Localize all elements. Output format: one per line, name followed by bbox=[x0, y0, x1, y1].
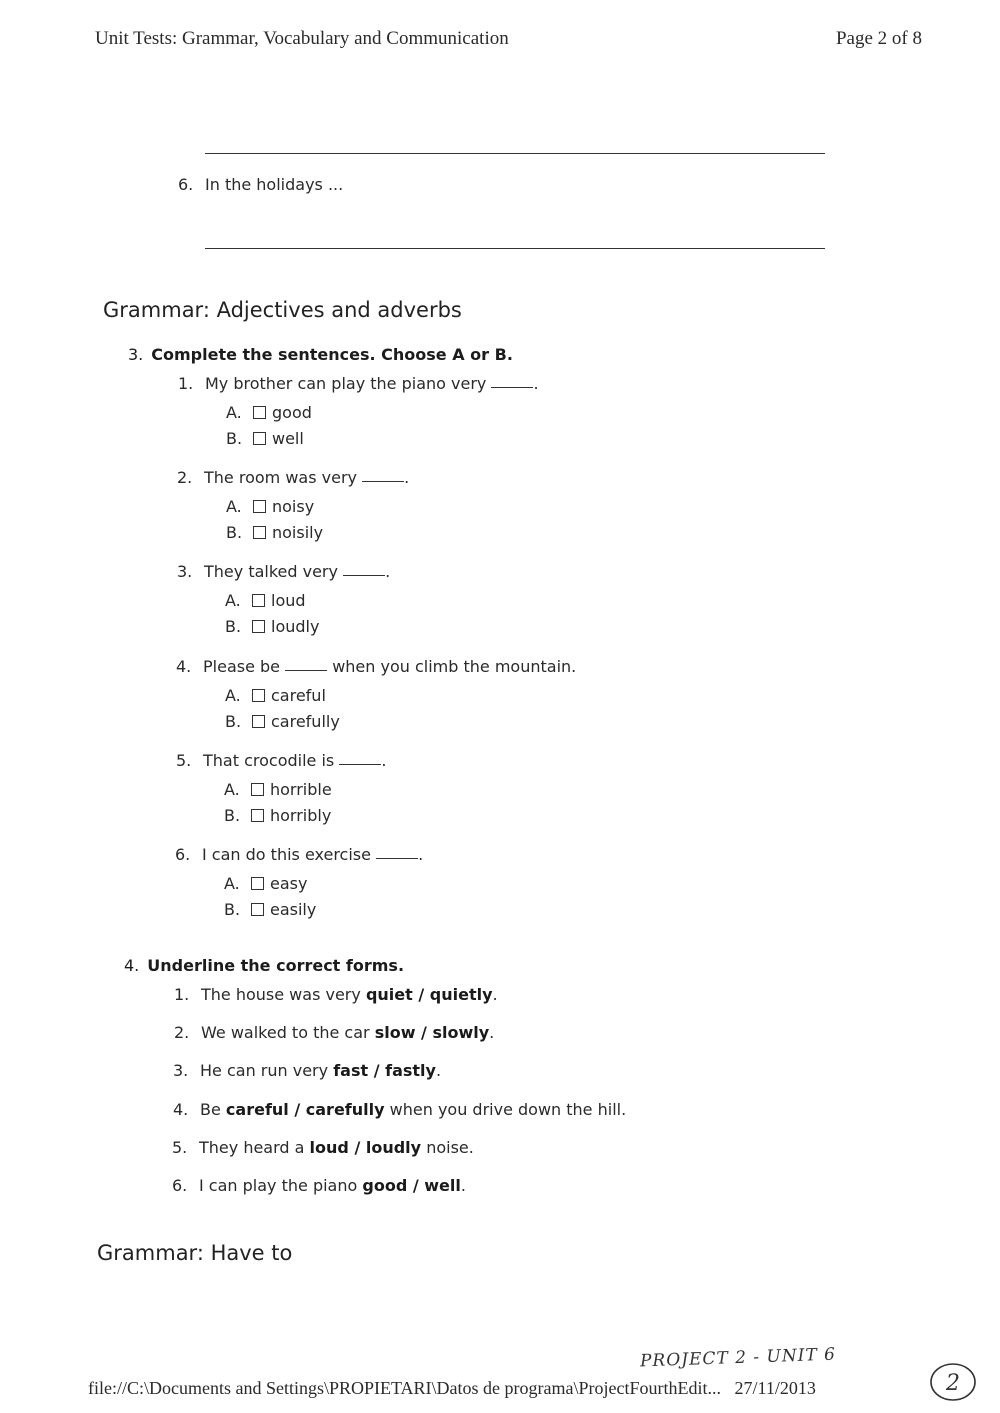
question-2 bbox=[177, 468, 409, 487]
question-text-before: Please be bbox=[203, 657, 281, 676]
checkbox[interactable] bbox=[252, 594, 265, 607]
item-text-after: when you drive down the hill. bbox=[389, 1100, 627, 1119]
option-b bbox=[226, 429, 304, 448]
option-letter: B. bbox=[225, 712, 242, 731]
checkbox[interactable] bbox=[251, 809, 264, 822]
question-text-before: I can do this exercise bbox=[202, 845, 371, 864]
option-text: easily bbox=[270, 900, 317, 919]
option-text: noisily bbox=[272, 523, 324, 542]
choice-pair[interactable]: good / well bbox=[362, 1176, 461, 1195]
option-b bbox=[225, 712, 340, 731]
option-a bbox=[225, 686, 326, 705]
underline-item-1 bbox=[174, 985, 498, 1004]
checkbox[interactable] bbox=[252, 715, 265, 728]
item-text-after: noise. bbox=[426, 1138, 474, 1157]
answer-line bbox=[205, 248, 825, 249]
question-text-after: . bbox=[404, 468, 410, 487]
exercise-3-title: 3. Complete the sentences. Choose A or B. bbox=[128, 345, 513, 364]
choice-pair[interactable]: fast / fastly bbox=[333, 1061, 436, 1080]
answer-blank bbox=[491, 386, 533, 388]
item-text-before: They heard a bbox=[199, 1138, 305, 1157]
option-b bbox=[225, 617, 319, 636]
option-text: careful bbox=[271, 686, 326, 705]
section-title-have-to: Grammar: Have to bbox=[97, 1241, 293, 1265]
option-b bbox=[226, 523, 323, 542]
question-number: 4. bbox=[176, 657, 192, 676]
item-text-before: The house was very bbox=[201, 985, 361, 1004]
question-number: 6. bbox=[175, 845, 191, 864]
handwritten-page-number: 2 bbox=[946, 1371, 960, 1396]
choice-pair[interactable]: slow / slowly bbox=[374, 1023, 490, 1042]
item-text-before: I can play the piano bbox=[199, 1176, 358, 1195]
choice-pair[interactable]: loud / loudly bbox=[309, 1138, 422, 1157]
item-number: 4. bbox=[173, 1100, 189, 1119]
choice-pair[interactable]: quiet / quietly bbox=[365, 985, 493, 1004]
answer-line bbox=[205, 153, 825, 154]
option-letter: A. bbox=[226, 497, 242, 516]
option-text: horrible bbox=[270, 780, 332, 799]
checkbox[interactable] bbox=[251, 903, 264, 916]
header-page-number: Page 2 of 8 bbox=[835, 28, 922, 49]
item-number: 6. bbox=[172, 1176, 188, 1195]
underline-item-3 bbox=[173, 1061, 441, 1080]
question-text-after: when you climb the mountain. bbox=[332, 657, 577, 676]
option-letter: A. bbox=[224, 874, 240, 893]
question-5 bbox=[176, 751, 386, 770]
option-letter: B. bbox=[226, 523, 243, 542]
question-text-before: My brother can play the piano very bbox=[205, 374, 487, 393]
question-number: 1. bbox=[178, 374, 194, 393]
exercise-4-title: 4. Underline the correct forms. bbox=[124, 956, 405, 975]
item-text-before: He can run very bbox=[200, 1061, 329, 1080]
underline-item-6 bbox=[172, 1176, 466, 1195]
option-text: loudly bbox=[271, 617, 320, 636]
question-text-before: That crocodile is bbox=[203, 751, 335, 770]
option-letter: A. bbox=[225, 591, 241, 610]
question-6 bbox=[175, 845, 423, 864]
option-letter: B. bbox=[225, 617, 242, 636]
item-text-before: We walked to the car bbox=[201, 1023, 370, 1042]
option-text: horribly bbox=[270, 806, 332, 825]
option-text: carefully bbox=[271, 712, 340, 731]
checkbox[interactable] bbox=[251, 877, 264, 890]
answer-blank bbox=[376, 857, 418, 859]
question-number: 2. bbox=[177, 468, 193, 487]
handwritten-page-circle bbox=[928, 1360, 978, 1404]
checkbox[interactable] bbox=[252, 620, 265, 633]
item-text-after: . bbox=[489, 1023, 495, 1042]
prev-question-number: 6. bbox=[178, 175, 194, 194]
option-a bbox=[224, 780, 332, 799]
question-3 bbox=[177, 562, 390, 581]
option-text: loud bbox=[271, 591, 306, 610]
answer-blank bbox=[343, 574, 385, 576]
option-letter: A. bbox=[226, 403, 242, 422]
option-b bbox=[224, 900, 316, 919]
option-b bbox=[224, 806, 331, 825]
header-title: Unit Tests: Grammar, Vocabulary and Communication bbox=[95, 28, 509, 49]
option-a bbox=[226, 403, 312, 422]
item-number: 1. bbox=[174, 985, 190, 1004]
answer-blank bbox=[285, 669, 327, 671]
question-1 bbox=[178, 374, 539, 393]
option-text: noisy bbox=[272, 497, 315, 516]
item-text-after: . bbox=[492, 985, 498, 1004]
answer-blank bbox=[362, 480, 404, 482]
underline-item-4 bbox=[173, 1100, 626, 1119]
option-a bbox=[224, 874, 307, 893]
option-text: good bbox=[272, 403, 312, 422]
option-a bbox=[225, 591, 306, 610]
handwritten-note: PROJECT 2 - UNIT 6 bbox=[639, 1344, 837, 1372]
item-text-after: . bbox=[460, 1176, 466, 1195]
option-letter: A. bbox=[225, 686, 241, 705]
option-a bbox=[226, 497, 314, 516]
question-text-before: They talked very bbox=[204, 562, 338, 581]
section-title-adjectives-adverbs: Grammar: Adjectives and adverbs bbox=[103, 298, 462, 322]
footer-file-path: file://C:\Documents and Settings\PROPIETARI\Datos de programa\ProjectFourthEdit... 27/11/2013 bbox=[88, 1378, 816, 1398]
option-text: easy bbox=[270, 874, 308, 893]
checkbox[interactable] bbox=[251, 783, 264, 796]
question-text-after: . bbox=[385, 562, 391, 581]
choice-pair[interactable]: careful / carefully bbox=[225, 1100, 385, 1119]
question-text-after: . bbox=[533, 374, 539, 393]
question-number: 5. bbox=[176, 751, 192, 770]
underline-item-2 bbox=[174, 1023, 494, 1042]
footer-date: 27/11/2013 bbox=[734, 1378, 816, 1398]
question-text-after: . bbox=[381, 751, 387, 770]
item-text-after: . bbox=[435, 1061, 442, 1080]
item-number: 3. bbox=[173, 1061, 189, 1080]
checkbox[interactable] bbox=[253, 500, 266, 513]
item-text-before: Be bbox=[200, 1100, 221, 1119]
prev-question bbox=[178, 175, 343, 194]
checkbox[interactable] bbox=[253, 406, 266, 419]
question-number: 3. bbox=[177, 562, 193, 581]
question-text-before: The room was very bbox=[204, 468, 357, 487]
option-letter: B. bbox=[224, 900, 241, 919]
option-text: well bbox=[272, 429, 304, 448]
option-letter: B. bbox=[226, 429, 243, 448]
item-number: 5. bbox=[172, 1138, 188, 1157]
checkbox[interactable] bbox=[252, 689, 265, 702]
answer-blank bbox=[339, 763, 381, 765]
underline-item-5 bbox=[172, 1138, 474, 1157]
item-number: 2. bbox=[174, 1023, 190, 1042]
question-4 bbox=[176, 657, 576, 676]
question-text-after: . bbox=[418, 845, 424, 864]
checkbox[interactable] bbox=[253, 526, 266, 539]
option-letter: B. bbox=[224, 806, 241, 825]
checkbox[interactable] bbox=[253, 432, 266, 445]
option-letter: A. bbox=[224, 780, 240, 799]
prev-question-text: In the holidays ... bbox=[205, 175, 344, 194]
